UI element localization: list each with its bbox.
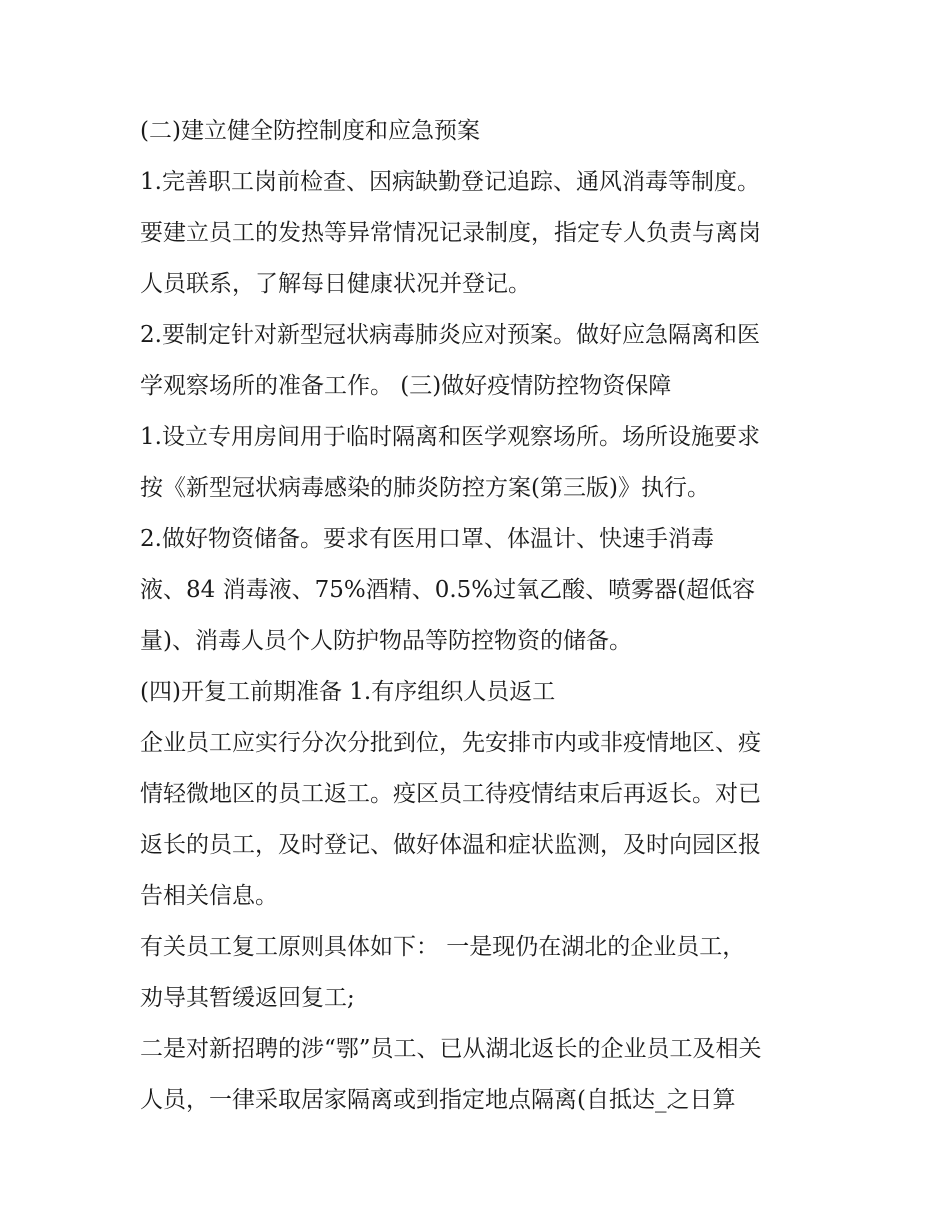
paragraph-line: 学观察场所的准备工作。 (三)做好疫情防控物资保障 bbox=[140, 373, 672, 399]
paragraph-line: 按《新型冠状病毒感染的肺炎防控方案(第三版)》执行。 bbox=[140, 475, 710, 501]
section-heading-preparation: (四)开复工前期准备 1.有序组织人员返工 bbox=[140, 679, 556, 705]
paragraph-line: 返长的员工，及时登记、做好体温和症状监测，及时向园区报 bbox=[140, 832, 761, 858]
paragraph-line: 2.做好物资储备。要求有医用口罩、体温计、快速手消毒 bbox=[140, 526, 714, 552]
paragraph-line: 要建立员工的发热等异常情况记录制度，指定专人负责与离岗 bbox=[140, 220, 761, 246]
paragraph-line: 1.完善职工岗前检查、因病缺勤登记追踪、通风消毒等制度。 bbox=[140, 169, 760, 195]
section-heading-prevention-system: (二)建立健全防控制度和应急预案 bbox=[140, 118, 480, 144]
paragraph-line: 企业员工应实行分次分批到位，先安排市内或非疫情地区、疫 bbox=[140, 730, 761, 756]
document-body bbox=[140, 106, 840, 1126]
paragraph-line: 告相关信息。 bbox=[140, 883, 278, 909]
paragraph-line: 量)、消毒人员个人防护物品等防控物资的储备。 bbox=[140, 628, 632, 654]
paragraph-line: 人员联系，了解每日健康状况并登记。 bbox=[140, 271, 531, 297]
paragraph-line: 情轻微地区的员工返工。疫区员工待疫情结束后再返长。对已 bbox=[140, 781, 761, 807]
paragraph-line: 劝导其暂缓返回复工; bbox=[140, 985, 355, 1011]
paragraph-line: 2.要制定针对新型冠状病毒肺炎应对预案。做好应急隔离和医 bbox=[140, 322, 760, 348]
paragraph-line: 二是对新招聘的涉“鄂”员工、已从湖北返长的企业员工及相关 bbox=[140, 1036, 762, 1062]
paragraph-line: 1.设立专用房间用于临时隔离和医学观察场所。场所设施要求 bbox=[140, 424, 760, 450]
paragraph-line: 人员，一律采取居家隔离或到指定地点隔离(自抵达_之日算 bbox=[140, 1087, 736, 1113]
paragraph-line: 液、84 消毒液、75%酒精、0.5%过氧乙酸、喷雾器(超低容 bbox=[140, 577, 756, 603]
paragraph-line: 有关员工复工原则具体如下： 一是现仍在湖北的企业员工， bbox=[140, 934, 746, 960]
